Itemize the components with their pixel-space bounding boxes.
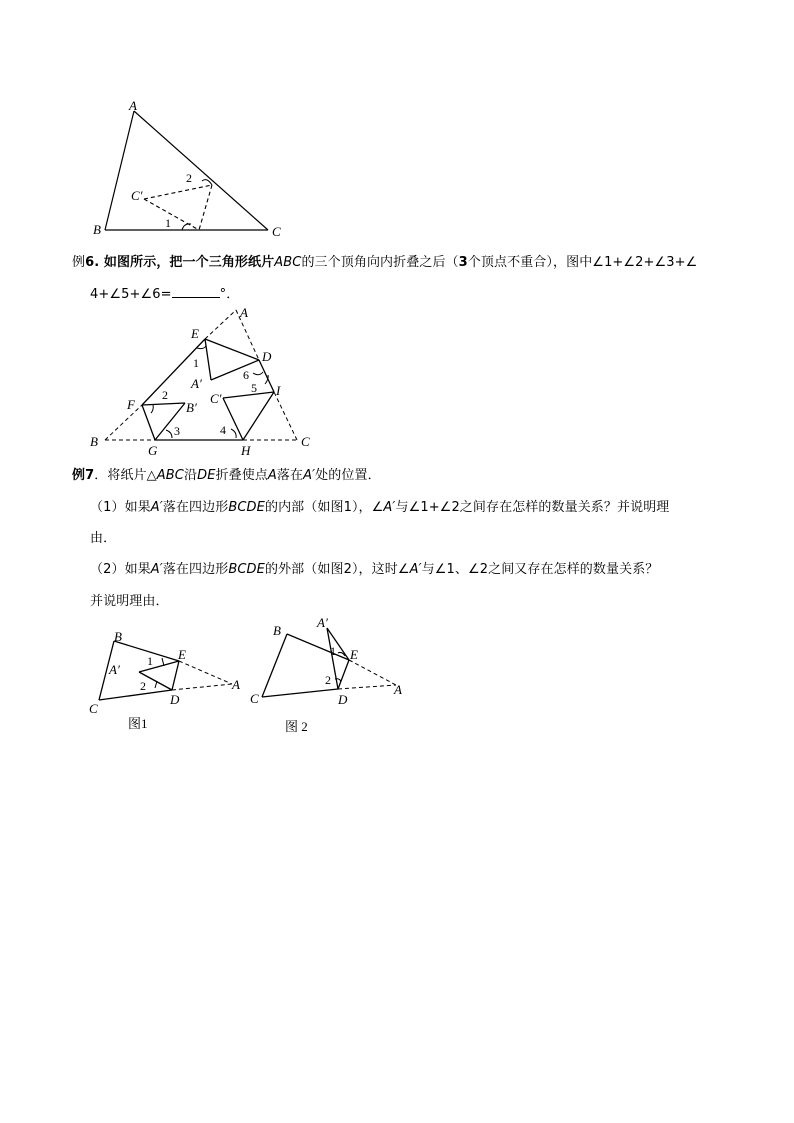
example7-line1: 例7．将纸片△ABC沿DE折叠使点A落在A′处的位置． [72,468,381,483]
angle-2: 2 [162,388,168,402]
angle-1: 1 [193,356,199,370]
label-a-prime: A′ [109,662,120,677]
label-b: B [90,434,98,449]
example7-q2-line2: 并说明理由． [90,594,169,609]
label-e: E [191,326,199,341]
figure-7-2-caption: 图 2 [285,719,308,734]
label-f: F [127,397,135,412]
label-c: C [272,224,281,239]
label-d: D [170,692,180,707]
label-i: I [276,383,281,398]
label-b: B [93,222,101,237]
label-a-prime: A′ [191,376,202,391]
label-d: D [338,692,348,707]
label-a: A [129,98,137,113]
label-e: E [178,647,186,662]
label-d: D [262,349,272,364]
angle-3: 3 [174,424,180,438]
label-c: C [250,691,259,706]
angle-4: 4 [220,423,226,437]
example7-q1-line1: （1）如果A′落在四边形BCDE的内部（如图1），∠A′与∠1+∠2之间存在怎样的数量关系？并说明理 [90,500,670,515]
label-b: B [114,629,122,644]
example7-q1-line2: 由． [90,531,117,546]
label-c-prime: C′ [210,391,222,406]
angle-1: 1 [165,216,171,230]
example7-q2-line1: （2）如果A′落在四边形BCDE的外部（如图2），这时∠A′与∠1、∠2之间又存在怎样的数量关系？ [90,562,659,577]
figure-7-1-caption: 图1 [128,716,148,731]
angle-2: 2 [325,673,331,687]
label-c-prime: C′ [131,188,143,203]
example6-line2: 4+∠5+∠6= °． [90,287,240,302]
angle-2: 2 [140,679,146,693]
label-a-prime: A′ [317,615,328,630]
label-e: E [350,647,358,662]
angle-1: 1 [330,644,336,658]
angle-5: 5 [251,381,257,395]
label-a: A [394,682,402,697]
angle-1: 1 [147,654,153,668]
label-a: A [232,677,240,692]
label-a: A [240,305,248,320]
angle-2: 2 [186,171,192,185]
label-c: C [89,701,98,716]
example6-line1: 例6. 如图所示，把一个三角形纸片ABC的三个顶角向内折叠之后（3个顶点不重合），图中∠1+∠2+∠3+∠ [72,255,698,270]
label-b-prime: B′ [186,400,197,415]
label-b: B [273,623,281,638]
label-h: H [241,443,251,458]
label-c: C [301,434,310,449]
label-g: G [148,443,158,458]
angle-6: 6 [243,368,249,382]
